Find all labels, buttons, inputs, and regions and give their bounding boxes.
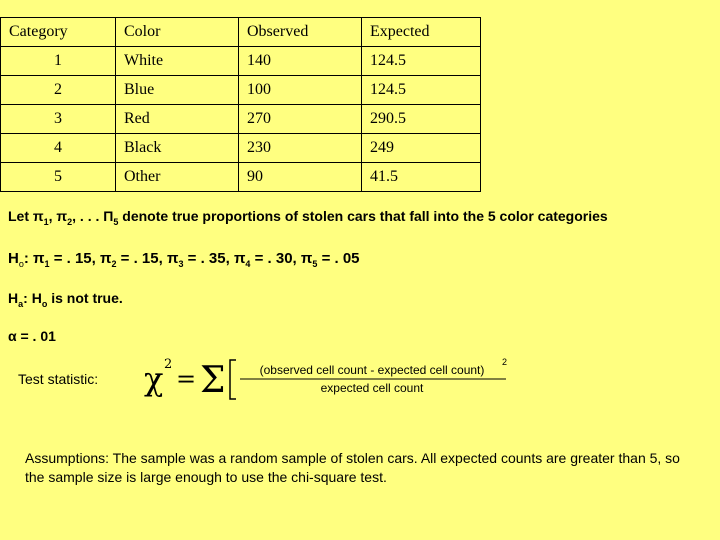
h-letter: H	[8, 250, 19, 267]
ha-letter: H	[8, 290, 19, 306]
chi-symbol: χ	[144, 360, 164, 398]
p5-val: = . 05	[317, 250, 360, 267]
p1-val: = . 15,	[49, 250, 96, 267]
header-expected: Expected	[362, 18, 481, 47]
cell-category: 1	[1, 47, 116, 76]
table-row	[1, 134, 481, 163]
pi-1-sub: 1	[43, 216, 49, 227]
ho-letter: H	[31, 290, 42, 306]
assumptions-text: Assumptions: The sample was a random sample of stolen cars. All expected counts are greater than 5, so the sample size is large enough to use the chi-square test.	[25, 450, 680, 485]
cell-category: 4	[1, 134, 116, 163]
p3: π	[166, 250, 179, 267]
null-hypothesis	[8, 250, 360, 269]
cell-expected: 41.5	[362, 163, 481, 192]
cell-observed: 100	[239, 76, 362, 105]
table-row	[1, 105, 481, 134]
pi-2-sub: 2	[67, 216, 73, 227]
let-text: Let	[8, 208, 29, 224]
cell-expected: 124.5	[362, 47, 481, 76]
left-bracket	[230, 360, 236, 399]
p2: π	[100, 250, 112, 267]
pi-5: Π	[103, 208, 114, 224]
cell-color: Black	[116, 134, 239, 163]
cell-category: 5	[1, 163, 116, 192]
colon: :	[23, 290, 28, 306]
p3-sub: 3	[178, 259, 184, 269]
header-observed: Observed	[239, 18, 362, 47]
p5: π	[300, 250, 313, 267]
cell-color: White	[116, 47, 239, 76]
ho-sub: o	[41, 298, 48, 309]
table-row	[1, 76, 481, 105]
chi-exponent: 2	[164, 357, 173, 372]
p1: π	[33, 250, 45, 267]
formula-numerator: (observed cell count - expected cell count)	[259, 363, 485, 377]
definition-text: denote true proportions of stolen cars that fall into the 5 color categories	[122, 208, 608, 224]
numerator-exponent: 2	[502, 357, 508, 367]
p4-val: = . 30,	[250, 250, 297, 267]
pi-2: π	[56, 208, 68, 224]
cell-color: Other	[116, 163, 239, 192]
alt-hypothesis	[8, 290, 123, 309]
p1-sub: 1	[44, 259, 50, 269]
cell-color: Blue	[116, 76, 239, 105]
table-row	[1, 47, 481, 76]
alt-text: is not true.	[51, 290, 123, 306]
p4-sub: 4	[245, 259, 251, 269]
table-row	[1, 163, 481, 192]
equals-sign: =	[176, 365, 197, 393]
header-category: Category	[1, 18, 116, 47]
h-sub: o	[18, 259, 24, 269]
cell-category: 3	[1, 105, 116, 134]
colon: :	[23, 250, 29, 267]
p4: π	[233, 250, 246, 267]
p5-sub: 5	[312, 259, 318, 269]
chi-square-formula	[140, 354, 510, 404]
cell-expected: 124.5	[362, 76, 481, 105]
ha-sub: a	[18, 298, 24, 309]
proportions-definition: Let $\pi_1$, $\pi_2$, . . . $\Pi_5$ denote true proportions of stolen cars that fall into the 5 color categories	[8, 208, 608, 227]
cell-observed: 90	[239, 163, 362, 192]
p3-val: = . 35,	[183, 250, 230, 267]
cell-category: 2	[1, 76, 116, 105]
p2-val: = . 15,	[116, 250, 163, 267]
cell-expected: 290.5	[362, 105, 481, 134]
sigma-symbol: Σ	[200, 360, 226, 401]
table-header-row	[1, 18, 481, 47]
formula-denominator: expected cell count	[320, 381, 424, 395]
cell-observed: 230	[239, 134, 362, 163]
pi-1: π	[32, 208, 44, 224]
alpha-level: α = . 01	[8, 328, 56, 344]
p2-sub: 2	[111, 259, 117, 269]
pi-5-sub: 5	[113, 216, 119, 227]
test-statistic-label: Test statistic:	[18, 371, 99, 387]
header-color: Color	[116, 18, 239, 47]
cell-observed: 140	[239, 47, 362, 76]
cell-observed: 270	[239, 105, 362, 134]
data-table	[0, 17, 481, 192]
cell-color: Red	[116, 105, 239, 134]
ellipsis: , . . .	[72, 208, 104, 224]
cell-expected: 249	[362, 134, 481, 163]
